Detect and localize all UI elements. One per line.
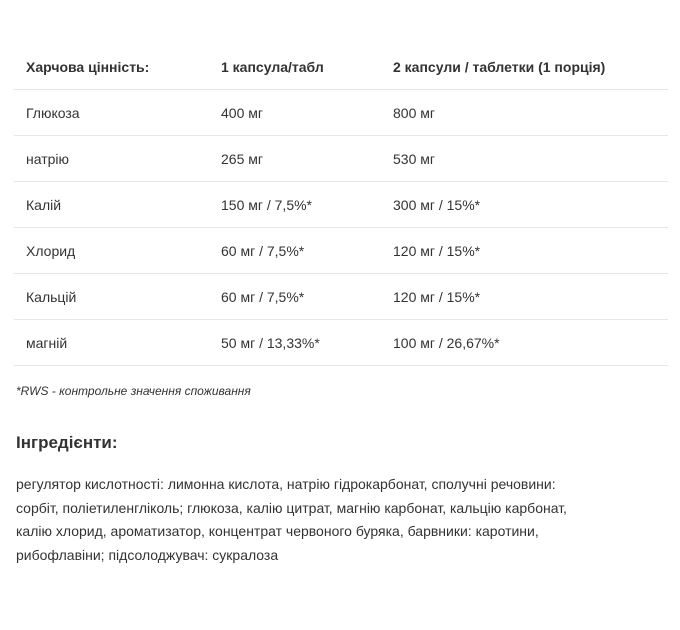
table-row [14,136,668,182]
table-row [14,182,668,228]
table-row [14,228,668,274]
header-per-capsule: 1 капсула/табл [209,44,381,90]
per-capsule-value: 265 мг [209,136,381,182]
table-row [14,274,668,320]
nutrient-name: Хлорид [14,228,209,274]
per-serving-value: 120 мг / 15%* [381,228,668,274]
header-nutrient: Харчова цінність: [14,44,209,90]
per-serving-value: 530 мг [381,136,668,182]
ingredients-list [16,473,656,567]
per-capsule-value: 400 мг [209,90,381,136]
per-serving-value: 100 мг / 26,67%* [381,320,668,366]
ingredients-heading: Інгредієнти: [16,433,118,452]
nutrient-name: Калій [14,182,209,228]
per-serving-value: 300 мг / 15%* [381,182,668,228]
ingredients-line: калію хлорид, ароматизатор, концентрат червоного буряка, барвники: каротини, [16,523,539,539]
table-header-row [14,44,668,90]
nutrient-name: Кальцій [14,274,209,320]
per-capsule-value: 60 мг / 7,5%* [209,228,381,274]
per-capsule-value: 50 мг / 13,33%* [209,320,381,366]
ingredients-line: рибофлавіни; підсолоджувач: сукралоза [16,546,279,563]
header-per-serving: 2 капсули / таблетки (1 порція) [381,44,668,90]
nutrient-name: магній [14,320,209,366]
ingredients-line: сорбіт, поліетиленгліколь; глюкоза, калію цитрат, магнію карбонат, кальцію карбонат, [16,499,567,516]
nutrient-name: Глюкоза [14,90,209,136]
table-row [14,90,668,136]
per-capsule-value: 60 мг / 7,5%* [209,274,381,320]
per-serving-value: 120 мг / 15%* [381,274,668,320]
per-capsule-value: 150 мг / 7,5%* [209,182,381,228]
ingredients-line: регулятор кислотності: лимонна кислота, натрію гідрокарбонат, сполучні речовини: [16,476,556,492]
rws-footnote: *RWS - контрольне значення споживання [16,384,251,398]
nutrient-name: натрію [14,136,209,182]
table-row [14,320,668,366]
per-serving-value: 800 мг [381,90,668,136]
nutrition-table [14,44,668,366]
